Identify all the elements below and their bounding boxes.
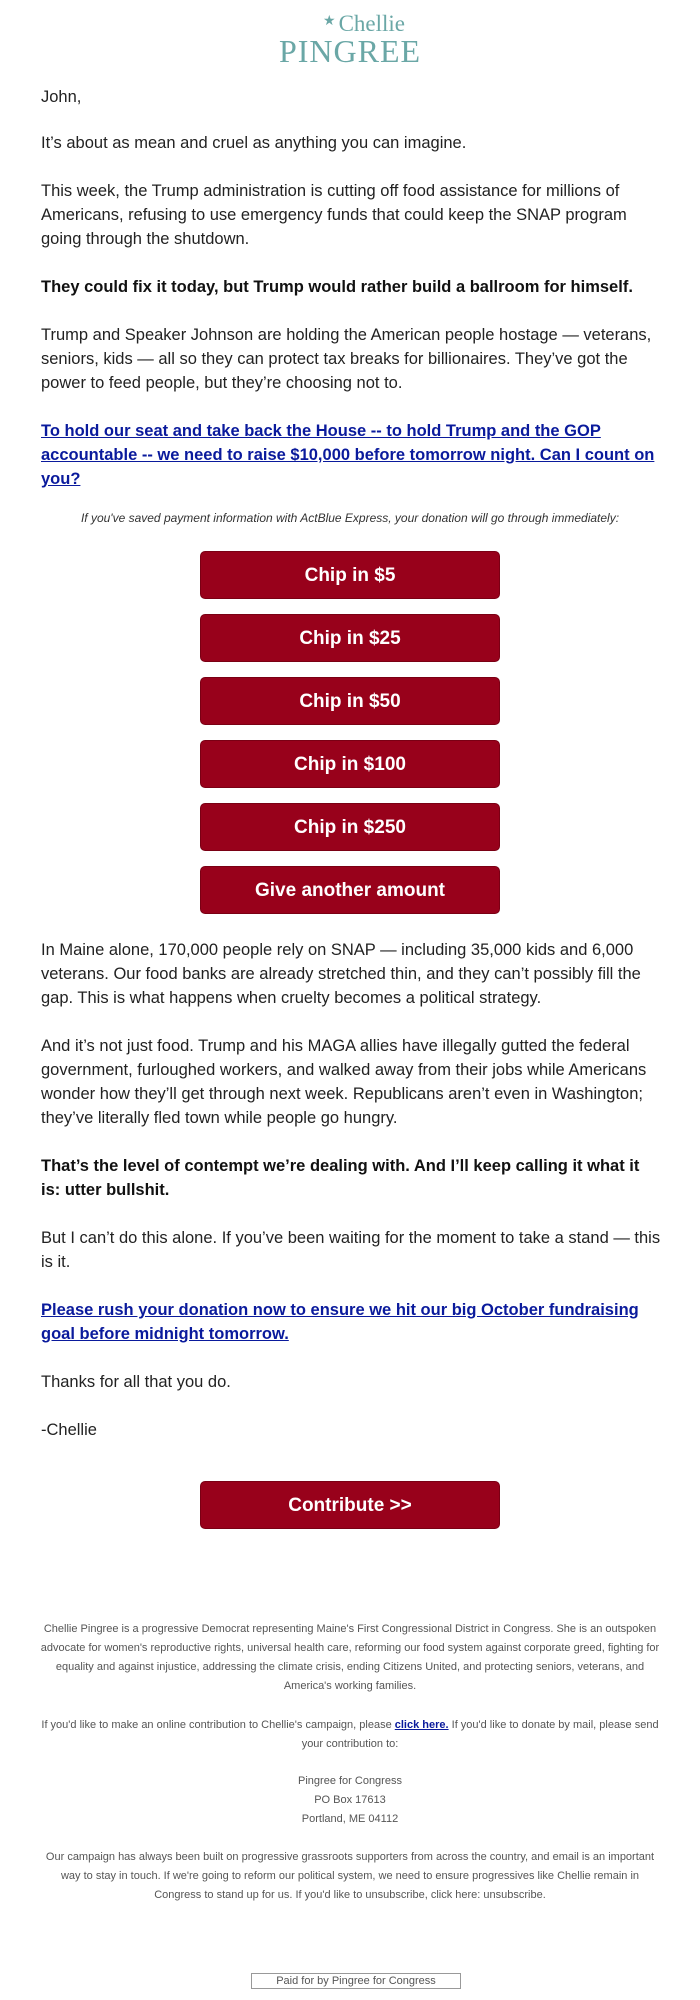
footer-grassroots: Our campaign has always been built on progressive grassroots supporters from across the country, and email is an important way to stay in touch. If we're going to reform our political system, we need to ensure progressives like Chellie remain in Congress to stand up for us. If you'd like to unsubscribe, click here: unsubscribe. [45, 1851, 655, 1901]
chip-in-100-button[interactable]: Chip in $100 [200, 740, 500, 788]
logo-first-name: Chellie [338, 11, 405, 36]
footer-about: Chellie Pingree is a progressive Democrat representing Maine's First Congressional District in Congress. She is an outspoken advocate for women's reproductive rights, universal health care, reforming our food system against corporate greed, fighting for equality and against injustice, addressing the climate crisis, ending Citizens United, and protecting seniors, veterans, and America's working families. [40, 1623, 660, 1692]
paragraph-snap-cutoff: This week, the Trump administration is cutting off food assistance for millions of Americans, refusing to use emergency funds that could keep the SNAP program going through the shutdown. [41, 182, 627, 248]
chip-in-250-button[interactable]: Chip in $250 [200, 803, 500, 851]
paragraph-maga: And it’s not just food. Trump and his MAGA allies have illegally gutted the federal government, furloughed workers, and walked away from their jobs while Americans wonder how they’ll get through next week. Republicans aren’t even in Washington; they’ve literally fled town while people go hungry. [41, 1037, 647, 1127]
chip-in-5-button[interactable]: Chip in $5 [200, 551, 500, 599]
paragraph-hostage: Trump and Speaker Johnson are holding the American people hostage — veterans, seniors, kids — all so they can protect tax breaks for billionaires. They’ve got the power to feed people, but they’re choosing not to. [41, 326, 652, 392]
paragraph-contempt: That’s the level of contempt we’re dealing with. And I’ll keep calling it what it is: utter bullshit. [41, 1157, 640, 1199]
logo-last-name: PINGREE [278, 33, 422, 69]
give-another-amount-button[interactable]: Give another amount [200, 866, 500, 914]
paragraph-thanks: Thanks for all that you do. [41, 1373, 231, 1391]
footer-online-pre: If you'd like to make an online contribution to Chellie's campaign, please [41, 1719, 395, 1731]
paragraph-ballroom: They could fix it today, but Trump would rather build a ballroom for himself. [41, 278, 633, 296]
signoff: -Chellie [41, 1421, 97, 1439]
paragraph-intro: It’s about as mean and cruel as anything you can imagine. [41, 134, 467, 152]
footer-click-here-link[interactable]: click here. [394, 1719, 449, 1731]
star-icon: ★ [323, 14, 336, 29]
address-line: Pingree for Congress [298, 1775, 402, 1787]
donation-link-top-text[interactable]: To hold our seat and take back the House -- to hold Trump and the GOP accountable -- we need to raise $10,000 before tomorrow night. Can I count on you? [41, 422, 655, 488]
address-line: Portland, ME 04112 [301, 1813, 399, 1825]
paragraph-maine-snap: In Maine alone, 170,000 people rely on SNAP — including 35,000 kids and 6,000 veterans. Our food banks are already stretched thin, and they can’t possibly fill the gap. This is what happens when cruelty becomes a political strategy. [41, 941, 641, 1007]
donation-link-bottom[interactable] [41, 1298, 661, 1346]
footer-mail-address [40, 1772, 660, 1829]
chip-in-50-button[interactable]: Chip in $50 [200, 677, 500, 725]
campaign-logo [0, 10, 700, 69]
greeting: John, [41, 88, 82, 106]
donation-link-top[interactable] [41, 419, 661, 491]
chip-in-25-button[interactable]: Chip in $25 [200, 614, 500, 662]
paid-for-disclaimer: Paid for by Pingree for Congress [251, 1973, 461, 1989]
contribute-button[interactable]: Contribute >> [200, 1481, 500, 1529]
actblue-express-note: If you've saved payment information with ActBlue Express, your donation will go through immediately: [80, 511, 620, 525]
paragraph-take-stand: But I can’t do this alone. If you’ve been waiting for the moment to take a stand — this is it. [41, 1229, 661, 1271]
footer-online-contribution [40, 1716, 660, 1754]
footer-online-post: If you'd like to donate by mail, please send your contribution to: [301, 1719, 659, 1750]
donation-link-bottom-text[interactable]: Please rush your donation now to ensure we hit our big October fundraising goal before midnight tomorrow. [41, 1301, 639, 1343]
address-line: PO Box 17613 [314, 1794, 386, 1806]
